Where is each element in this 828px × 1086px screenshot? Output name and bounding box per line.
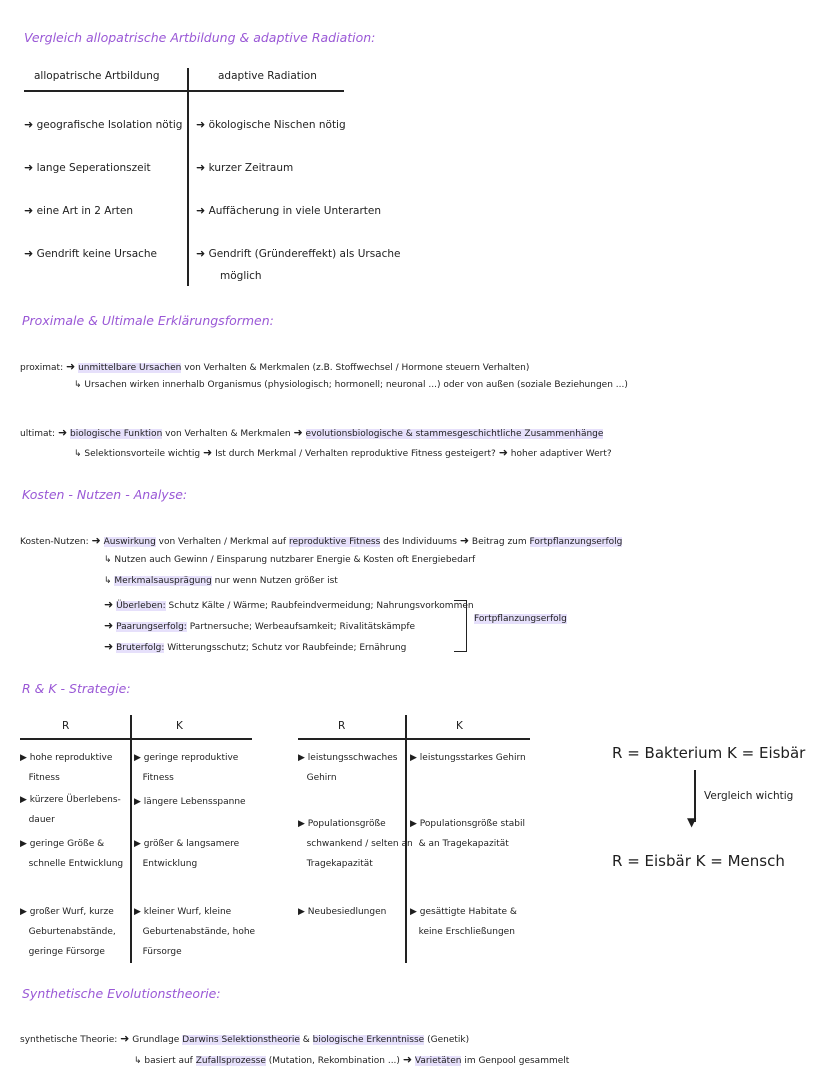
- arrow-curved-icon: ↳: [134, 1056, 142, 1066]
- table-horizontal-line: [20, 738, 252, 740]
- table1-header-r: R: [62, 720, 70, 732]
- bracket: [454, 600, 467, 652]
- example-line-1: R = Bakterium K = Eisbär: [612, 744, 806, 762]
- list-item: ➜ geografische Isolation nötig: [24, 118, 183, 131]
- table-vertical-line: [187, 68, 189, 286]
- arrow-right-icon: ➜: [91, 534, 101, 547]
- section-title-synthetische-theorie: Synthetische Evolutionstheorie:: [22, 986, 221, 1001]
- arrow-right-icon: ➜: [24, 204, 34, 217]
- table2-header-r: R: [338, 720, 346, 732]
- arrow-right-icon: ➜: [66, 360, 76, 373]
- table1-cell-k: ▶ größer & langsamere Entwicklung: [134, 839, 240, 869]
- table1-cell-r: ▶ kürzere Überlebens- dauer: [20, 795, 121, 825]
- table2-cell-r: ▶ leistungsschwaches Gehirn: [298, 753, 398, 783]
- bracket-label: Fortpflanzungserfolg: [474, 614, 567, 624]
- arrow-right-icon: ➜: [402, 1053, 413, 1066]
- table1-cell-r: ▶ hohe reproduktive Fitness: [20, 753, 113, 783]
- section-title-kosten-nutzen: Kosten - Nutzen - Analyse:: [22, 487, 188, 502]
- list-item: ➜ Gendrift keine Ursache: [24, 247, 158, 260]
- list-item-continuation: möglich: [220, 270, 262, 282]
- arrow-curved-icon: ↳: [74, 449, 82, 459]
- ultimat-subrow: ↳ Selektionsvorteile wichtig ➜ Ist durch Merkmal / Verhalten reproduktive Fitness gesteigert? ➜ hoher adaptiver Wert?: [74, 446, 612, 459]
- table2-cell-k: ▶ gesättigte Habitate & keine Erschließungen: [410, 907, 517, 937]
- table2-header-k: K: [456, 720, 463, 732]
- list-item: ➜ kurzer Zeitraum: [196, 161, 294, 174]
- table2-cell-r: ▶ Populationsgröße schwankend / selten an Tragekapazität: [298, 819, 413, 869]
- table1-cell-k: ▶ geringe reproduktive Fitness: [134, 753, 239, 783]
- arrow-right-icon: ➜: [459, 534, 470, 547]
- list-item: ➜ Auffächerung in viele Unterarten: [196, 204, 382, 217]
- table1-cell-r: ▶ großer Wurf, kurze Geburtenabstände, geringe Fürsorge: [20, 907, 116, 957]
- arrow-right-icon: ➜: [24, 118, 34, 131]
- arrow-curved-icon: ↳: [104, 555, 112, 565]
- kosten-nutzen-subrow: ➜ Paarungserfolg: Partnersuche; Werbeaufsamkeit; Rivalitätskämpfe: [104, 619, 416, 632]
- arrow-right-icon: ➜: [498, 446, 508, 459]
- table1-header-k: K: [176, 720, 183, 732]
- arrow-right-icon: ➜: [104, 619, 114, 632]
- section-title-r-k-strategie: R & K - Strategie:: [22, 681, 131, 696]
- proximat-row: proximat: ➜ unmittelbare Ursachen von Verhalten & Merkmalen (z.B. Stoffwechsel / Hormone steuern Verhalten): [20, 360, 530, 373]
- arrow-down-icon: ▼: [687, 815, 697, 829]
- synthetische-row: synthetische Theorie: ➜ Grundlage Darwins Selektionstheorie & biologische Erkenntnisse (Genetik): [20, 1032, 470, 1045]
- arrow-right-icon: ➜: [196, 118, 206, 131]
- example-line-2: R = Eisbär K = Mensch: [612, 852, 785, 870]
- table-horizontal-line: [24, 90, 344, 92]
- table2-cell-r: ▶ Neubesiedlungen: [298, 907, 387, 917]
- table-vertical-line: [130, 715, 132, 963]
- list-item: ➜ ökologische Nischen nötig: [196, 118, 346, 131]
- arrow-curved-icon: ↳: [74, 380, 82, 390]
- arrow-curved-icon: ↳: [104, 576, 112, 586]
- table1-cell-k: ▶ kleiner Wurf, kleine Geburtenabstände, hohe Fürsorge: [134, 907, 256, 957]
- list-item: ➜ eine Art in 2 Arten: [24, 204, 134, 217]
- table2-cell-k: ▶ leistungsstarkes Gehirn: [410, 753, 526, 763]
- kosten-nutzen-subrow: ➜ Überleben: Schutz Kälte / Wärme; Raubfeindvermeidung; Nahrungsvorkommen: [104, 598, 474, 611]
- section-title-vergleich: Vergleich allopatrische Artbildung & adaptive Radiation:: [24, 30, 376, 45]
- column-header-allopatrisch: allopatrische Artbildung: [34, 70, 160, 82]
- arrow-right-icon: ➜: [202, 446, 213, 459]
- arrow-right-icon: ➜: [196, 204, 206, 217]
- arrow-right-icon: ➜: [196, 161, 206, 174]
- list-item: ➜ lange Seperationszeit: [24, 161, 151, 174]
- arrow-right-icon: ➜: [196, 247, 206, 260]
- kosten-nutzen-subrow: ↳ Nutzen auch Gewinn / Einsparung nutzbarer Energie & Kosten oft Energiebedarf: [104, 555, 476, 565]
- arrow-right-icon: ➜: [293, 426, 303, 439]
- column-header-adaptiv: adaptive Radiation: [218, 70, 317, 82]
- arrow-right-icon: ➜: [57, 426, 68, 439]
- kosten-nutzen-subrow: ↳ Merkmalsausprägung nur wenn Nutzen größer ist: [104, 576, 338, 586]
- arrow-right-icon: ➜: [24, 161, 34, 174]
- table1-cell-k: ▶ längere Lebensspanne: [134, 797, 246, 807]
- example-note: Vergleich wichtig: [704, 790, 794, 802]
- synthetische-subrow: ↳ basiert auf Zufallsprozesse (Mutation, Rekombination ...) ➜ Varietäten im Genpool gesammelt: [134, 1053, 570, 1066]
- table2-cell-k: ▶ Populationsgröße stabil & an Tragekapazität: [410, 819, 526, 849]
- table-horizontal-line: [298, 738, 530, 740]
- proximat-subrow: ↳ Ursachen wirken innerhalb Organismus (physiologisch; hormonell; neuronal ...) oder von außen (soziale Beziehungen ...): [74, 380, 628, 390]
- kosten-nutzen-row: Kosten-Nutzen: ➜ Auswirkung von Verhalten / Merkmal auf reproduktive Fitness des Individuums ➜ Beitrag zum Fortpflanzungserfolg: [20, 534, 623, 547]
- arrow-right-icon: ➜: [24, 247, 34, 260]
- ultimat-row: ultimat: ➜ biologische Funktion von Verhalten & Merkmalen ➜ evolutionsbiologische & stammesgeschichtliche Zusammenhänge: [20, 426, 604, 439]
- kosten-nutzen-subrow: ➜ Bruterfolg: Witterungsschutz; Schutz vor Raubfeinde; Ernährung: [104, 640, 407, 653]
- list-item: ➜ Gendrift (Gründereffekt) als Ursache: [196, 247, 401, 260]
- arrow-right-icon: ➜: [104, 598, 114, 611]
- section-title-erklaerungsformen: Proximale & Ultimale Erklärungsformen:: [22, 313, 274, 328]
- arrow-right-icon: ➜: [120, 1032, 130, 1045]
- table1-cell-r: ▶ geringe Größe & schnelle Entwicklung: [20, 839, 124, 869]
- arrow-right-icon: ➜: [104, 640, 114, 653]
